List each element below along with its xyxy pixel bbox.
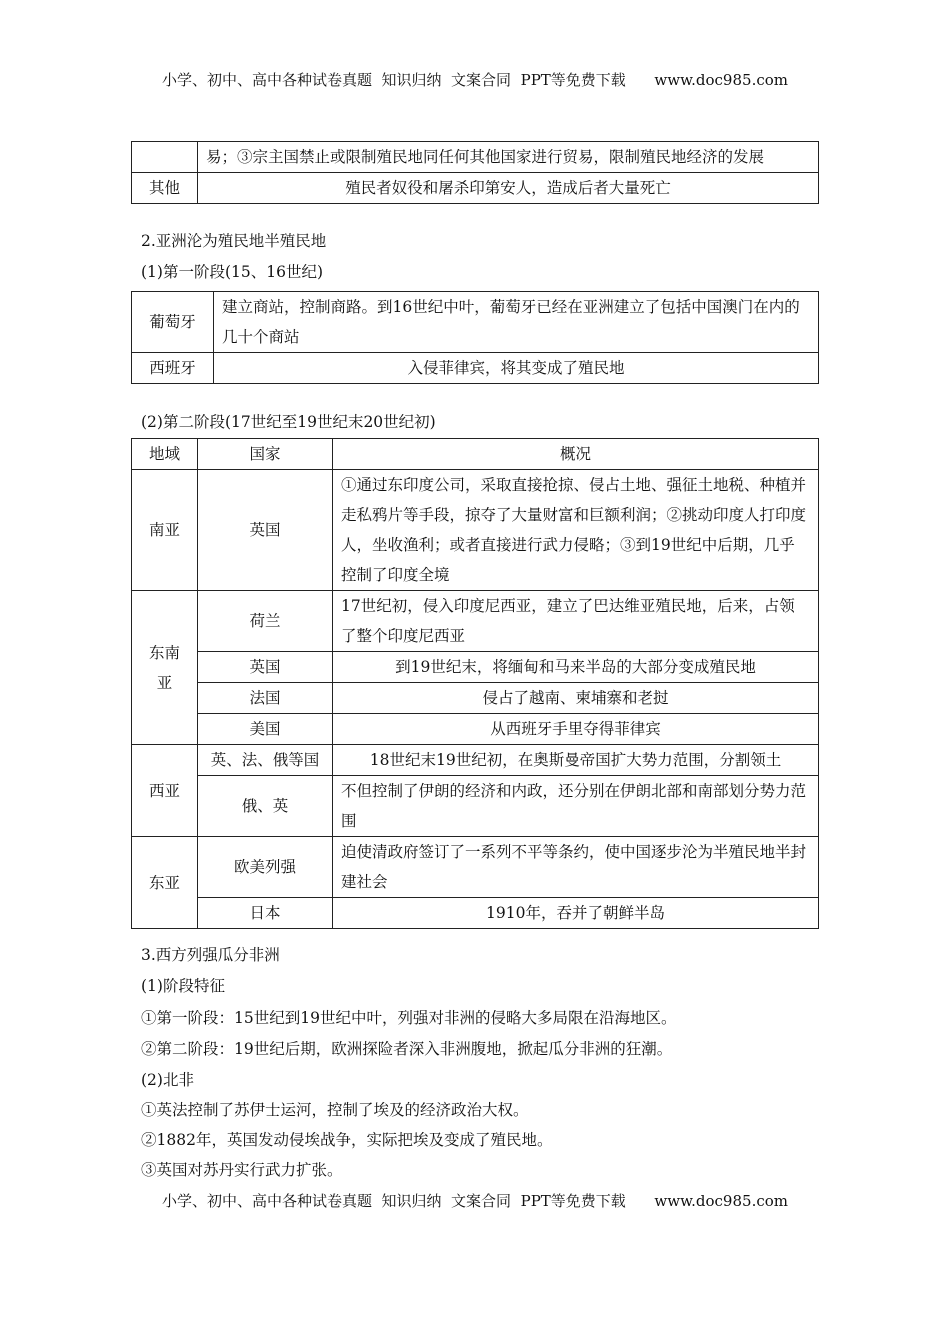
table-stage2 xyxy=(131,438,819,929)
subsection-heading: (1)第一阶段(15、16世纪) xyxy=(141,263,323,281)
subsection-heading: (1)阶段特征 xyxy=(141,977,225,995)
content-cell: ①通过东印度公司，采取直接抢掠、侵占土地、强征土地税、种植并走私鸦片等手段，掠夺了大量财富和巨额利润；②挑动印度人打印度人，坐收渔利；或者直接进行武力侵略；③到19世纪中后期，几乎控制了印度全境 xyxy=(333,470,819,591)
table-row xyxy=(132,714,819,745)
content-cell: 1910年，吞并了朝鲜半岛 xyxy=(333,898,819,929)
content-cell: 不但控制了伊朗的经济和内政，还分别在伊朗北部和南部划分势力范围 xyxy=(333,776,819,837)
region-cell: 东亚 xyxy=(132,837,198,929)
paragraph: ①第一阶段：15世纪到19世纪中叶，列强对非洲的侵略大多局限在沿海地区。 xyxy=(141,1009,677,1027)
paragraph: ②1882年，英国发动侵埃战争，实际把埃及变成了殖民地。 xyxy=(141,1131,553,1149)
country-cell: 美国 xyxy=(198,714,333,745)
page-header: 小学、初中、高中各种试卷真题 知识归纳 文案合同 PPT等免费下载 www.doc985.com xyxy=(161,71,788,89)
content-cell: 到19世纪末，将缅甸和马来半岛的大部分变成殖民地 xyxy=(333,652,819,683)
row-content: 易；③宗主国禁止或限制殖民地同任何其他国家进行贸易，限制殖民地经济的发展 xyxy=(198,142,819,173)
table-row xyxy=(132,353,819,384)
row-label: 其他 xyxy=(132,173,198,204)
table-row xyxy=(132,470,819,591)
row-content: 入侵菲律宾，将其变成了殖民地 xyxy=(214,353,819,384)
country-cell: 欧美列强 xyxy=(198,837,333,898)
paragraph: ①英法控制了苏伊士运河，控制了埃及的经济政治大权。 xyxy=(141,1101,529,1119)
country-cell: 英国 xyxy=(198,470,333,591)
country-cell: 荷兰 xyxy=(198,591,333,652)
table-row xyxy=(132,745,819,776)
country-cell: 法国 xyxy=(198,683,333,714)
row-content: 殖民者奴役和屠杀印第安人，造成后者大量死亡 xyxy=(198,173,819,204)
region-cell: 西亚 xyxy=(132,745,198,837)
country-cell: 俄、英 xyxy=(198,776,333,837)
column-header: 概况 xyxy=(333,439,819,470)
content-cell: 17世纪初，侵入印度尼西亚，建立了巴达维亚殖民地，后来，占领了整个印度尼西亚 xyxy=(333,591,819,652)
content-cell: 18世纪末19世纪初，在奥斯曼帝国扩大势力范围，分割领土 xyxy=(333,745,819,776)
row-content: 建立商站，控制商路。到16世纪中叶，葡萄牙已经在亚洲建立了包括中国澳门在内的几十个商站 xyxy=(214,292,819,353)
row-label xyxy=(132,142,198,173)
table-row xyxy=(132,591,819,652)
paragraph: ③英国对苏丹实行武力扩张。 xyxy=(141,1161,343,1179)
section-heading: 2.亚洲沦为殖民地半殖民地 xyxy=(141,232,327,250)
row-label: 西班牙 xyxy=(132,353,214,384)
country-cell: 英国 xyxy=(198,652,333,683)
table-row xyxy=(132,173,819,204)
table-row xyxy=(132,652,819,683)
table-row xyxy=(132,683,819,714)
table-row xyxy=(132,776,819,837)
content-cell: 从西班牙手里夺得菲律宾 xyxy=(333,714,819,745)
subsection-heading: (2)第二阶段(17世纪至19世纪末20世纪初) xyxy=(141,413,436,431)
page-footer: 小学、初中、高中各种试卷真题 知识归纳 文案合同 PPT等免费下载 www.doc985.com xyxy=(161,1192,788,1210)
table-row xyxy=(132,142,819,173)
table-row xyxy=(132,898,819,929)
paragraph: ②第二阶段：19世纪后期，欧洲探险者深入非洲腹地，掀起瓜分非洲的狂潮。 xyxy=(141,1040,673,1058)
table-colonial-impact xyxy=(131,141,819,204)
content-cell: 迫使清政府签订了一系列不平等条约，使中国逐步沦为半殖民地半封建社会 xyxy=(333,837,819,898)
content-cell: 侵占了越南、柬埔寨和老挝 xyxy=(333,683,819,714)
region-cell: 南亚 xyxy=(132,470,198,591)
table-row xyxy=(132,292,819,353)
section-heading: 3.西方列强瓜分非洲 xyxy=(141,946,280,964)
subsection-heading: (2)北非 xyxy=(141,1071,194,1089)
row-label: 葡萄牙 xyxy=(132,292,214,353)
country-cell: 日本 xyxy=(198,898,333,929)
table-row xyxy=(132,837,819,898)
table-stage1 xyxy=(131,291,819,384)
region-cell: 东南亚 xyxy=(132,591,198,745)
column-header: 地域 xyxy=(132,439,198,470)
country-cell: 英、法、俄等国 xyxy=(198,745,333,776)
column-header: 国家 xyxy=(198,439,333,470)
table-header-row xyxy=(132,439,819,470)
